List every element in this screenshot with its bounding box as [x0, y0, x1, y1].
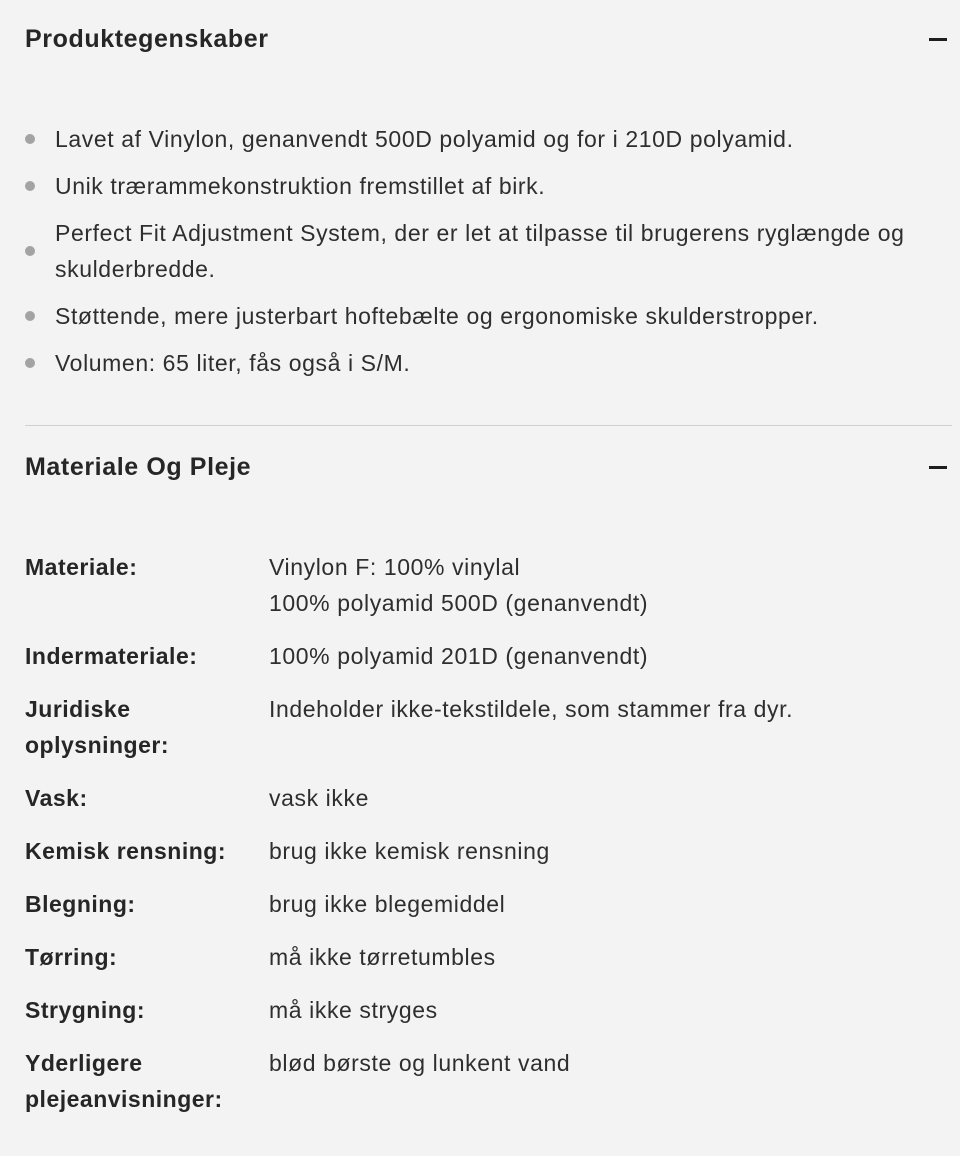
- spec-value-line: brug ikke kemisk rensning: [269, 838, 550, 864]
- spec-row: [25, 886, 925, 922]
- section-title: Materiale Og Pleje: [25, 452, 252, 481]
- feature-text: Støttende, mere justerbart hoftebælte og ergonomiske skulderstropper.: [55, 303, 819, 329]
- spec-label: Vask:: [25, 785, 88, 811]
- spec-row: [25, 549, 925, 621]
- feature-list: [25, 121, 925, 392]
- spec-label: Indermateriale:: [25, 643, 198, 669]
- bullet-icon: [25, 311, 35, 321]
- spec-value: [269, 833, 925, 869]
- spec-row: [25, 833, 925, 869]
- spec-row: [25, 1045, 925, 1117]
- spec-value-line: Indeholder ikke-tekstildele, som stammer fra dyr.: [269, 696, 794, 722]
- section-divider: [25, 425, 952, 426]
- spec-value-line: vask ikke: [269, 785, 369, 811]
- spec-label: Juridiske oplysninger:: [25, 696, 170, 758]
- spec-label: Blegning:: [25, 891, 136, 917]
- spec-value: [269, 549, 925, 621]
- spec-value: [269, 939, 925, 975]
- spec-value-line: brug ikke blegemiddel: [269, 891, 506, 917]
- feature-text: Unik trærammekonstruktion fremstillet af birk.: [55, 173, 546, 199]
- bullet-icon: [25, 134, 35, 144]
- bullet-icon: [25, 246, 35, 256]
- feature-text: Perfect Fit Adjustment System, der er let at tilpasse til brugerens ryglængde og skulderbredde.: [55, 220, 905, 282]
- minus-icon[interactable]: [929, 38, 947, 41]
- bullet-icon: [25, 358, 35, 368]
- spec-value-line: Vinylon F: 100% vinylal: [269, 554, 521, 580]
- list-item: [25, 215, 925, 287]
- list-item: [25, 168, 925, 204]
- feature-text: Lavet af Vinylon, genanvendt 500D polyamid og for i 210D polyamid.: [55, 126, 794, 152]
- spec-value: [269, 886, 925, 922]
- spec-label: Strygning:: [25, 997, 145, 1023]
- spec-row: [25, 992, 925, 1028]
- spec-value-line: 100% polyamid 201D (genanvendt): [269, 643, 649, 669]
- spec-label: Yderligere plejeanvisninger:: [25, 1050, 223, 1112]
- bullet-icon: [25, 181, 35, 191]
- spec-value-line: må ikke tørretumbles: [269, 944, 496, 970]
- spec-value-line: blød børste og lunkent vand: [269, 1050, 571, 1076]
- minus-icon[interactable]: [929, 466, 947, 469]
- spec-label: Kemisk rensning:: [25, 838, 226, 864]
- spec-value: [269, 691, 925, 727]
- spec-value: [269, 1045, 925, 1081]
- spec-value-line: må ikke stryges: [269, 997, 438, 1023]
- spec-row: [25, 691, 925, 763]
- list-item: [25, 345, 925, 381]
- section-title: Produktegenskaber: [25, 24, 269, 53]
- spec-value: [269, 780, 925, 816]
- spec-value-line: 100% polyamid 500D (genanvendt): [269, 590, 649, 616]
- care-spec-table: [25, 549, 925, 1134]
- accordion-header-produktegenskaber[interactable]: [25, 19, 950, 59]
- spec-value: [269, 992, 925, 1028]
- spec-label: Tørring:: [25, 944, 118, 970]
- list-item: [25, 121, 925, 157]
- spec-row: [25, 939, 925, 975]
- accordion-header-materiale-og-pleje[interactable]: [25, 447, 950, 487]
- spec-value: [269, 638, 925, 674]
- spec-label: Materiale:: [25, 554, 138, 580]
- spec-row: [25, 780, 925, 816]
- feature-text: Volumen: 65 liter, fås også i S/M.: [55, 350, 411, 376]
- spec-row: [25, 638, 925, 674]
- list-item: [25, 298, 925, 334]
